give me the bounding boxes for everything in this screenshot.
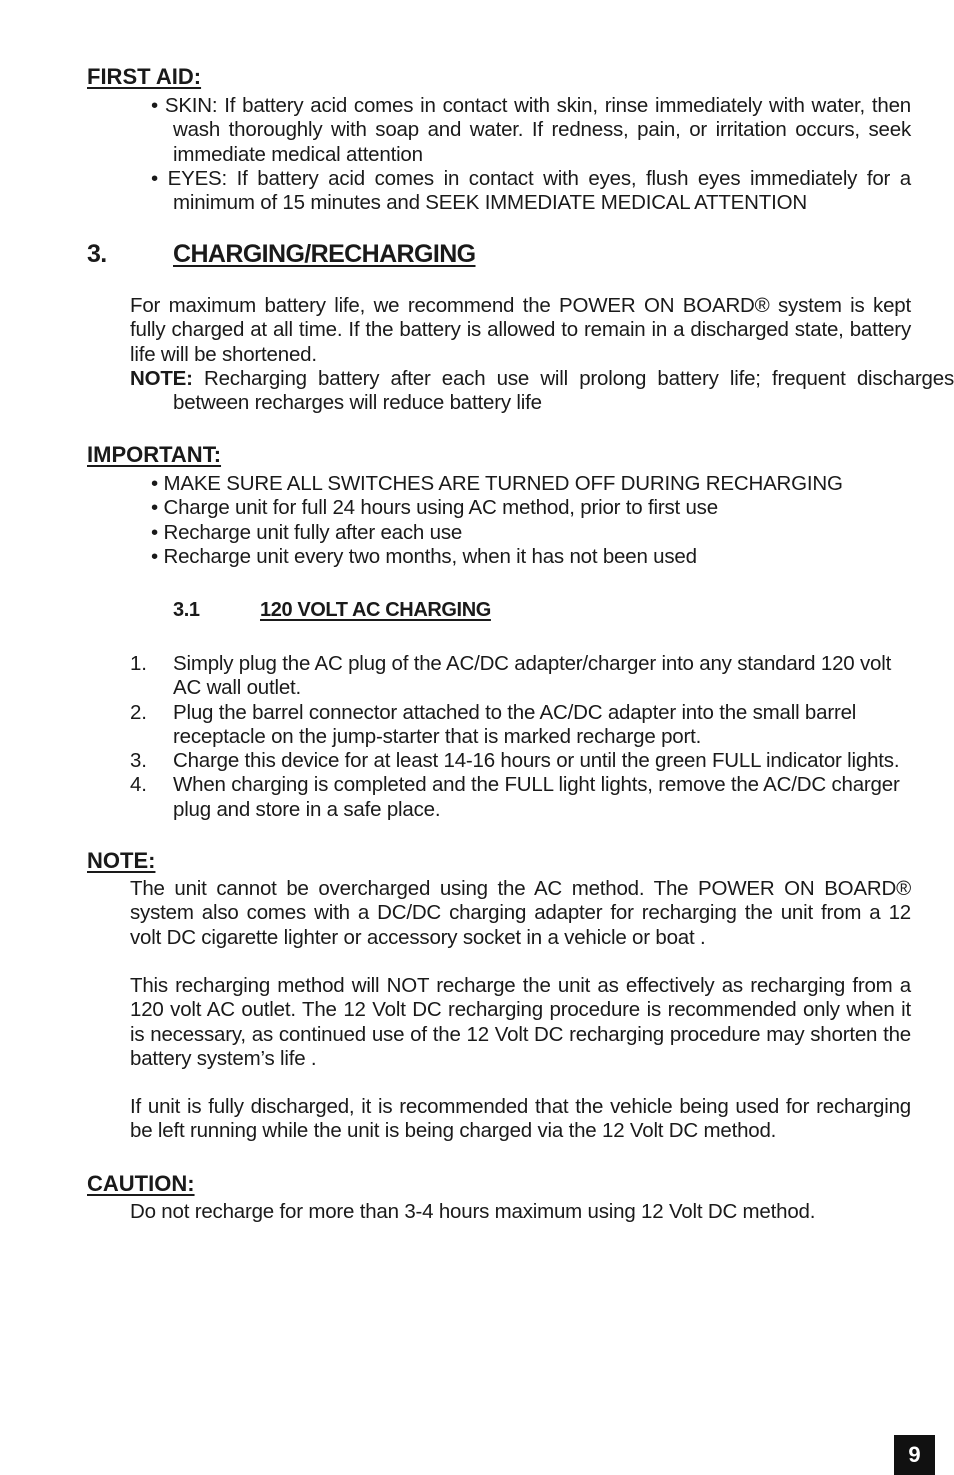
step-item xyxy=(130,652,911,701)
bullet-glyph: • xyxy=(151,166,158,190)
step-number: 1. xyxy=(130,652,147,675)
step-item xyxy=(130,773,911,822)
step-number: 3. xyxy=(130,749,147,773)
note-heading: NOTE: xyxy=(87,848,156,873)
first-aid-heading: FIRST AID: xyxy=(87,64,202,89)
note-paragraph: If unit is fully discharged, it is recommended that the vehicle being used for recharging be left running while the unit is being charged via the 12 Volt DC method. xyxy=(130,1095,911,1143)
note-paragraph: This recharging method will NOT recharge the unit as effectively as recharging from a 120 volt AC outlet. The 12 Volt DC recharging procedure is recommended only when it is necessary, as continued use of the 12 Volt DC recharging procedure may shorten the battery system’s life . xyxy=(130,974,911,1070)
list-item xyxy=(130,94,911,167)
step-item xyxy=(130,701,911,750)
list-item-text: Recharge unit every two months, when it has not been used xyxy=(163,544,697,568)
list-item-text: Recharge unit fully after each use xyxy=(163,520,463,544)
section-number: 3. xyxy=(87,240,107,268)
list-item xyxy=(130,472,911,496)
charging-steps xyxy=(130,652,911,822)
step-number: 2. xyxy=(130,700,147,724)
note-label: NOTE: xyxy=(130,367,193,390)
note-text: Recharging battery after each use will prolong battery life; frequent discharges between recharges will reduce battery life xyxy=(173,367,954,415)
subsection-title: 120 VOLT AC CHARGING xyxy=(260,599,491,621)
step-text: When charging is completed and the FULL light lights, remove the AC/DC charger plug and store in a safe place. xyxy=(173,773,900,821)
list-item xyxy=(130,545,911,569)
important-list xyxy=(130,472,911,569)
caution-text: Do not recharge for more than 3-4 hours maximum using 12 Volt DC method. xyxy=(130,1200,816,1223)
page-number: 9 xyxy=(894,1435,935,1475)
list-item xyxy=(130,167,911,216)
bullet-glyph: • xyxy=(151,472,158,495)
bullet-glyph: • xyxy=(151,544,158,568)
list-item xyxy=(130,496,911,520)
step-number: 4. xyxy=(130,773,147,797)
section-intro: For maximum battery life, we recommend the POWER ON BOARD® system is kept fully charged at all time. If the battery is allowed to remain in a discharged state, battery life will be shortened. xyxy=(130,294,911,366)
list-item-text: EYES: If battery acid comes in contact with eyes, flush eyes immediately for a minimum of 15 minutes and SEEK IMMEDIATE MEDICAL ATTENTION xyxy=(167,166,912,215)
caution-heading: CAUTION: xyxy=(87,1171,195,1196)
step-text: Simply plug the AC plug of the AC/DC adapter/charger into any standard 120 volt AC wall outlet. xyxy=(173,652,892,700)
bullet-glyph: • xyxy=(151,496,158,520)
list-item-text: MAKE SURE ALL SWITCHES ARE TURNED OFF DURING RECHARGING xyxy=(163,472,843,495)
note-paragraph: The unit cannot be overcharged using the AC method. The POWER ON BOARD® system also comes with a DC/DC charging adapter for recharging the unit from a 12 volt DC cigarette lighter or accessory socket in a vehicle or boat . xyxy=(130,877,911,949)
step-text: Plug the barrel connector attached to the AC/DC adapter into the small barrel receptacle on the jump-starter that is marked recharge port. xyxy=(173,700,857,748)
important-heading: IMPORTANT: xyxy=(87,442,222,467)
list-item xyxy=(130,521,911,545)
bullet-glyph: • xyxy=(151,94,158,117)
section-title: CHARGING/RECHARGING xyxy=(173,240,476,268)
step-text: Charge this device for at least 14-16 hours or until the green FULL indicator lights. xyxy=(173,749,900,773)
first-aid-list xyxy=(130,94,911,215)
list-item-text: Charge unit for full 24 hours using AC method, prior to first use xyxy=(163,496,718,520)
step-item xyxy=(130,749,911,773)
list-item-text: SKIN: If battery acid comes in contact with skin, rinse immediately with water, then wash thoroughly with soap and water. If redness, pain, or irritation occurs, seek immediate medical attention xyxy=(164,94,911,166)
bullet-glyph: • xyxy=(151,520,158,544)
section-note xyxy=(130,367,954,416)
subsection-number: 3.1 xyxy=(173,599,200,621)
